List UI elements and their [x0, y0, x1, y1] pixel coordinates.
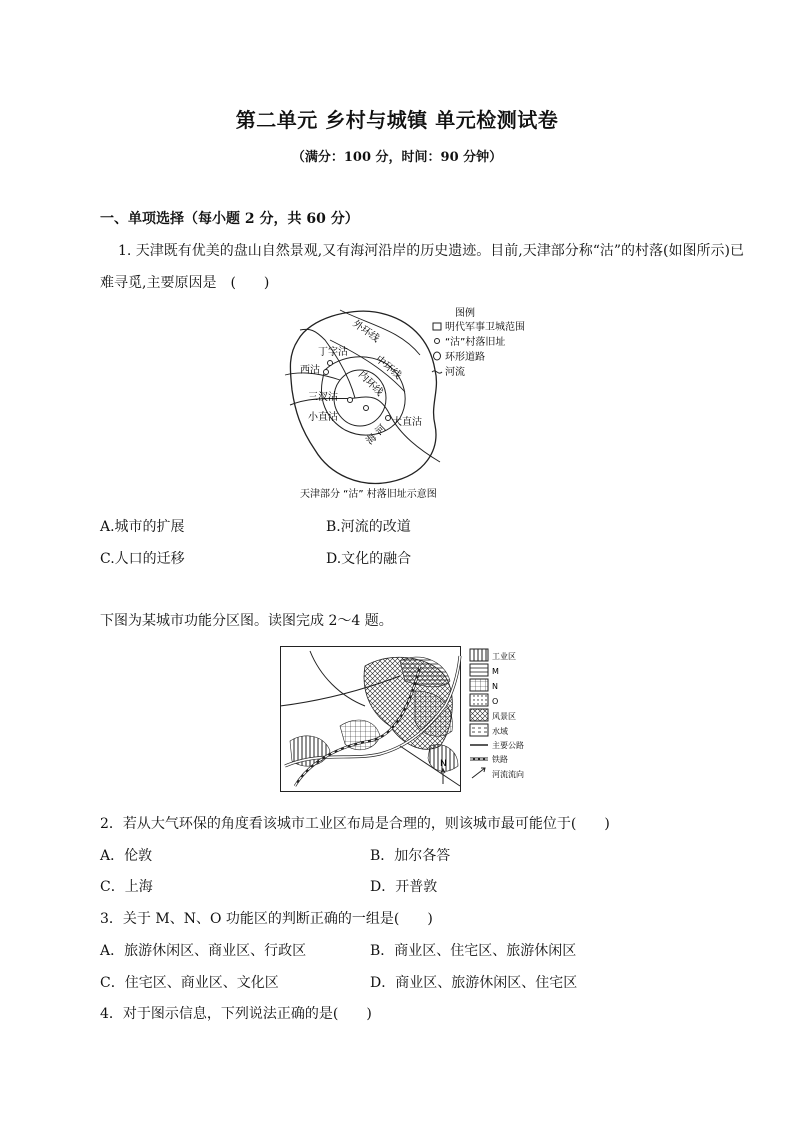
label-middle-ring: 中环线 [373, 353, 404, 382]
q2-option-b[interactable]: B．加尔各答 [370, 848, 451, 864]
q3-option-c[interactable]: C．住宅区、商业区、文化区 [100, 975, 279, 991]
q3-option-b[interactable]: B．商业区、住宅区、旅游休闲区 [370, 943, 577, 959]
q3-option-a[interactable]: A．旅游休闲区、商业区、行政区 [100, 943, 307, 959]
legend2-item: 水域 [492, 727, 508, 736]
label-xiaozhi: 小直沽 [308, 412, 338, 423]
legend2-item: M [492, 667, 499, 676]
village-marker [324, 370, 329, 375]
q4-stem: 4．对于图示信息，下列说法正确的是( ) [100, 1006, 372, 1022]
city-zoning-figure [280, 646, 550, 796]
label-outer-ring: 外环线 [350, 318, 382, 345]
village-marker [328, 361, 333, 366]
village-marker [364, 406, 369, 411]
legend2-item: 河流流向 [492, 770, 524, 779]
tianjin-map-figure [270, 300, 560, 505]
q3-stem: 3．关于 M、N、O 功能区的判断正确的一组是( ) [100, 911, 433, 927]
label-dingzi: 丁字沽 [318, 347, 348, 358]
village-marker [386, 416, 391, 421]
legend-item: 河流 [445, 367, 465, 378]
legend2-item: O [492, 697, 499, 706]
q2-option-c[interactable]: C．上海 [100, 879, 153, 895]
q1-option-a[interactable]: A.城市的扩展 [100, 519, 185, 535]
page-subtitle: （满分：100 分，时间：90 分钟） [291, 150, 503, 165]
q2-option-a[interactable]: A．伦敦 [100, 848, 153, 864]
legend-flow-icon [472, 768, 485, 778]
legend-m-swatch [470, 664, 488, 676]
legend-n-swatch [470, 679, 488, 691]
legend-title: 图例 [455, 308, 475, 319]
q1-option-b[interactable]: B.河流的改道 [326, 519, 411, 535]
north-label: N [440, 759, 447, 769]
north-arrow-icon [441, 769, 445, 784]
legend2-item: 主要公路 [492, 741, 524, 750]
legend2-item: N [492, 682, 498, 691]
label-inner-ring: 内环线 [355, 369, 385, 399]
q2-option-d[interactable]: D．开普敦 [370, 879, 438, 895]
intro-q2-4: 下图为某城市功能分区图。读图完成 2～4 题。 [100, 613, 393, 629]
q1-stem-line1: 1. 天津既有优美的盘山自然景观,又有海河沿岸的历史遗迹。目前,天津部分称“沽”的村落(如图所示)已 [118, 243, 744, 259]
legend-industry-swatch [470, 649, 488, 661]
q1-option-c[interactable]: C.人口的迁移 [100, 551, 185, 567]
legend-box-icon [433, 323, 441, 330]
legend2-item: 工业区 [492, 652, 516, 661]
legend-o-swatch [470, 694, 488, 706]
label-xigu: 西沽 [300, 365, 320, 376]
legend-ring-icon [434, 352, 441, 360]
legend-circle-icon [435, 339, 440, 344]
q1-option-d[interactable]: D.文化的融合 [326, 551, 412, 567]
label-dazhi: 大直沽 [392, 417, 422, 428]
q3-option-d[interactable]: D．商业区、旅游休闲区、住宅区 [370, 975, 578, 991]
legend2-item: 风景区 [492, 712, 516, 721]
label-haihe: 海 河 [364, 422, 389, 448]
label-sancha: 三汊沽 [308, 392, 338, 403]
legend-scenic-swatch [470, 709, 488, 721]
page-title: 第二单元 乡村与城镇 单元检测试卷 [235, 108, 559, 132]
legend-water-swatch [470, 724, 488, 736]
section-heading: 一、单项选择（每小题 2 分，共 60 分） [100, 211, 359, 227]
legend2-item: 铁路 [492, 755, 508, 764]
map1-caption: 天津部分 “沽” 村落旧址示意图 [300, 489, 437, 500]
legend-river-icon [432, 371, 442, 373]
legend-item: “沽”村落旧址 [445, 337, 506, 348]
q1-stem-line2: 难寻觅,主要原因是 ( ) [100, 275, 270, 291]
legend-item: 环形道路 [445, 352, 485, 363]
village-marker [348, 398, 353, 403]
legend-item: 明代军事卫城范围 [445, 322, 525, 333]
q2-stem: 2．若从大气环保的角度看该城市工业区布局是合理的，则该城市最可能位于( ) [100, 816, 610, 832]
